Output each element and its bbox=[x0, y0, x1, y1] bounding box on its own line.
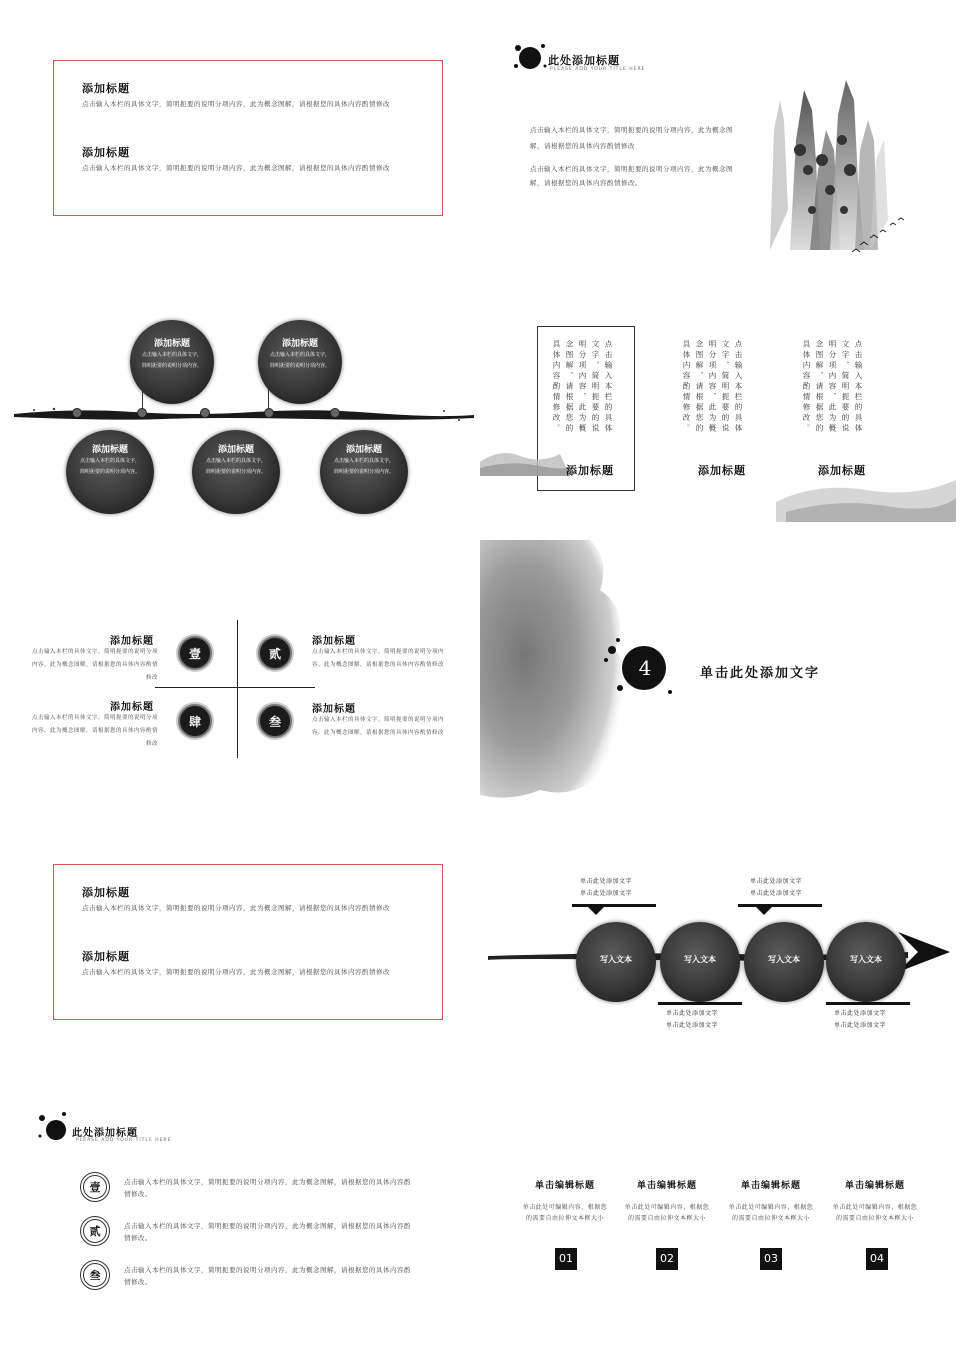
slide-8 bbox=[480, 810, 960, 1080]
numeral-text: 叁 bbox=[83, 1263, 107, 1287]
paragraph-1: 点击输入本栏的具体文字，简明扼要的说明分项内容，此为概念图解，请根据您的具体内容酌情修改 bbox=[530, 126, 733, 150]
column-title: 单击编辑标题 bbox=[740, 1181, 801, 1191]
quadrant-divider-vertical bbox=[237, 620, 238, 758]
node-body: 点击输入本栏的具体文字，简明扼要的说明分项内容。 bbox=[333, 458, 394, 475]
ink-landscape-right bbox=[776, 472, 956, 522]
numeral-text: 壹 bbox=[83, 1175, 107, 1199]
callout-bar-bottom bbox=[826, 1002, 910, 1005]
callout-bar-top bbox=[738, 904, 822, 907]
numeral-badge: 壹 bbox=[178, 636, 212, 670]
ink-mountain-illustration bbox=[760, 20, 930, 270]
column-title: 添加标题 bbox=[818, 464, 866, 477]
column-title: 单击编辑标题 bbox=[636, 1181, 697, 1191]
block-body: 点击输入本栏的具体文字，简明扼要的说明分项内容，此为概念图解，请根据您的具体内容酌情修改 bbox=[82, 100, 390, 108]
item-body: 点击输入本栏的具体文字，简明扼要的说明分项内容，此为概念图解，请根据您的具体内容酌情修改。 bbox=[124, 1266, 411, 1286]
node-title: 添加标题 bbox=[345, 445, 382, 455]
slide-title: 此处添加标题 bbox=[548, 54, 620, 67]
ink-brush-stroke bbox=[14, 404, 474, 424]
step-label: 写入文本 bbox=[684, 954, 716, 964]
numeral-text: 贰 bbox=[83, 1219, 107, 1243]
callout-pointer bbox=[756, 907, 772, 915]
item-body: 点击输入本栏的具体文字，简明扼要的说明分项内容，此为概念图解，请根据您的具体内容酌情修改。 bbox=[124, 1222, 411, 1242]
block-body: 点击输入本栏的具体文字，简明扼要的说明分项内容，此为概念图解，请根据您的具体内容酌情修改 bbox=[82, 904, 390, 912]
node-body: 点击输入本栏的具体文字，简明扼要的说明分项内容。 bbox=[79, 458, 140, 475]
column-title: 添加标题 bbox=[698, 464, 746, 477]
node-title: 添加标题 bbox=[281, 339, 318, 349]
paragraph-2: 点击输入本栏的具体文字，简明扼要的说明分项内容，此为概念图解，请根据您的具体内容酌情修改。 bbox=[530, 165, 733, 187]
ink-splash-icon bbox=[510, 36, 550, 76]
step-label: 写入文本 bbox=[850, 954, 882, 964]
column-text: 点击输入本栏的具体文字，简明扼要的说明分项内容，此为概念图解，请根据您的具体内容酌情修改。 bbox=[552, 340, 613, 435]
callout-pointer bbox=[588, 907, 604, 915]
node-body: 点击输入本栏的具体文字，简明扼要的说明分项内容。 bbox=[141, 352, 202, 369]
item-title: 添加标题 bbox=[110, 702, 154, 713]
item-body: 点击输入本栏的具体文字，简明扼要的说明分项内容，此为概念图解，请根据您的具体内容酌情修改 bbox=[312, 717, 445, 736]
block-title: 添加标题 bbox=[82, 950, 130, 963]
callout-label: 单击此处添加文字 bbox=[750, 890, 803, 897]
column-text: 点击输入本栏的具体文字，简明扼要的说明分项内容，此为概念图解，请根据您的具体内容酌情修改。 bbox=[802, 340, 863, 435]
node-title: 添加标题 bbox=[91, 445, 128, 455]
node-body: 点击输入本栏的具体文字，简明扼要的说明分项内容。 bbox=[205, 458, 266, 475]
item-title: 添加标题 bbox=[312, 636, 356, 647]
ink-splash-icon bbox=[34, 1106, 74, 1146]
numeral-ring bbox=[80, 1260, 110, 1290]
slide-2 bbox=[480, 0, 960, 270]
column-title: 单击编辑标题 bbox=[534, 1181, 595, 1191]
slide-5 bbox=[0, 540, 480, 810]
slide-4 bbox=[480, 270, 960, 540]
timeline-pin bbox=[330, 408, 340, 418]
column-body: 单击此处可编辑内容，根据您的需要自由拉伸文本框大小 bbox=[728, 1204, 814, 1222]
section-number: 4 bbox=[638, 656, 652, 680]
timeline-pin bbox=[200, 408, 210, 418]
slide-9 bbox=[0, 1080, 480, 1350]
section-text: 单击此处添加文字 bbox=[700, 666, 821, 681]
column-number: 01 bbox=[555, 1248, 577, 1270]
slide-7 bbox=[0, 810, 480, 1080]
numeral-badge: 贰 bbox=[258, 636, 292, 670]
slide-subtitle: PLEASE ADD YOUR TITLE HERE bbox=[76, 1138, 172, 1143]
block-body: 点击输入本栏的具体文字，简明扼要的说明分项内容，此为概念图解，请根据您的具体内容酌情修改 bbox=[82, 164, 390, 172]
slide-subtitle: PLEASE ADD YOUR TITLE HERE bbox=[550, 67, 646, 72]
block-title: 添加标题 bbox=[82, 82, 130, 95]
column-title: 单击编辑标题 bbox=[844, 1181, 905, 1191]
block-title: 添加标题 bbox=[82, 146, 130, 159]
quadrant-divider-horizontal bbox=[155, 687, 315, 688]
column-body: 单击此处可编辑内容，根据您的需要自由拉伸文本框大小 bbox=[832, 1204, 918, 1222]
item-title: 添加标题 bbox=[110, 636, 154, 647]
numeral-badge: 叁 bbox=[258, 704, 292, 738]
slide-1 bbox=[0, 0, 480, 270]
callout-label: 单击此处添加文字 bbox=[666, 1022, 719, 1029]
callout-label: 单击此处添加文字 bbox=[580, 890, 633, 897]
timeline-pin bbox=[264, 408, 274, 418]
block-body: 点击输入本栏的具体文字，简明扼要的说明分项内容，此为概念图解，请根据您的具体内容酌情修改 bbox=[82, 968, 390, 976]
slide-3 bbox=[0, 270, 480, 540]
column-number: 04 bbox=[866, 1248, 888, 1270]
item-body: 点击输入本栏的具体文字，简明扼要的说明分项内容，此为概念图解，请根据您的具体内容酌情修改 bbox=[31, 715, 158, 747]
step-label: 写入文本 bbox=[600, 954, 632, 964]
numeral-ring bbox=[80, 1172, 110, 1202]
callout-bar-top bbox=[572, 904, 656, 907]
callout-label: 单击此处添加文字 bbox=[834, 1022, 887, 1029]
callout-label: 单击此处添加文字 bbox=[666, 1010, 719, 1017]
callout-bar-bottom bbox=[658, 1002, 742, 1005]
item-body: 点击输入本栏的具体文字，简明扼要的说明分项内容，此为概念图解，请根据您的具体内容酌情修改 bbox=[312, 649, 445, 668]
column-body: 单击此处可编辑内容，根据您的需要自由拉伸文本框大小 bbox=[522, 1204, 608, 1222]
slide-title: 此处添加标题 bbox=[72, 1128, 138, 1139]
column-number: 02 bbox=[656, 1248, 678, 1270]
ink-landscape-left bbox=[480, 442, 570, 476]
column-body: 单击此处可编辑内容，根据您的需要自由拉伸文本框大小 bbox=[624, 1204, 710, 1222]
step-label: 写入文本 bbox=[768, 954, 800, 964]
slide-6 bbox=[480, 540, 960, 810]
numeral-ring bbox=[80, 1216, 110, 1246]
callout-label: 单击此处添加文字 bbox=[750, 878, 803, 885]
column-text: 点击输入本栏的具体文字，简明扼要的说明分项内容，此为概念图解，请根据您的具体内容酌情修改。 bbox=[682, 340, 743, 435]
node-title: 添加标题 bbox=[153, 339, 190, 349]
node-title: 添加标题 bbox=[217, 445, 254, 455]
item-body: 点击输入本栏的具体文字，简明扼要的说明分项内容，此为概念图解，请根据您的具体内容酌情修改。 bbox=[124, 1178, 411, 1198]
numeral-badge: 肆 bbox=[178, 704, 212, 738]
column-title: 添加标题 bbox=[566, 464, 614, 477]
node-body: 点击输入本栏的具体文字，简明扼要的说明分项内容。 bbox=[269, 352, 330, 369]
timeline-pin bbox=[137, 408, 147, 418]
item-title: 添加标题 bbox=[312, 704, 356, 715]
slide-10 bbox=[480, 1080, 960, 1350]
block-title: 添加标题 bbox=[82, 886, 130, 899]
item-body: 点击输入本栏的具体文字，简明扼要的说明分项内容，此为概念图解，请根据您的具体内容酌情修改 bbox=[31, 649, 158, 681]
timeline-pin bbox=[72, 408, 82, 418]
callout-label: 单击此处添加文字 bbox=[834, 1010, 887, 1017]
column-number: 03 bbox=[760, 1248, 782, 1270]
callout-label: 单击此处添加文字 bbox=[580, 878, 633, 885]
